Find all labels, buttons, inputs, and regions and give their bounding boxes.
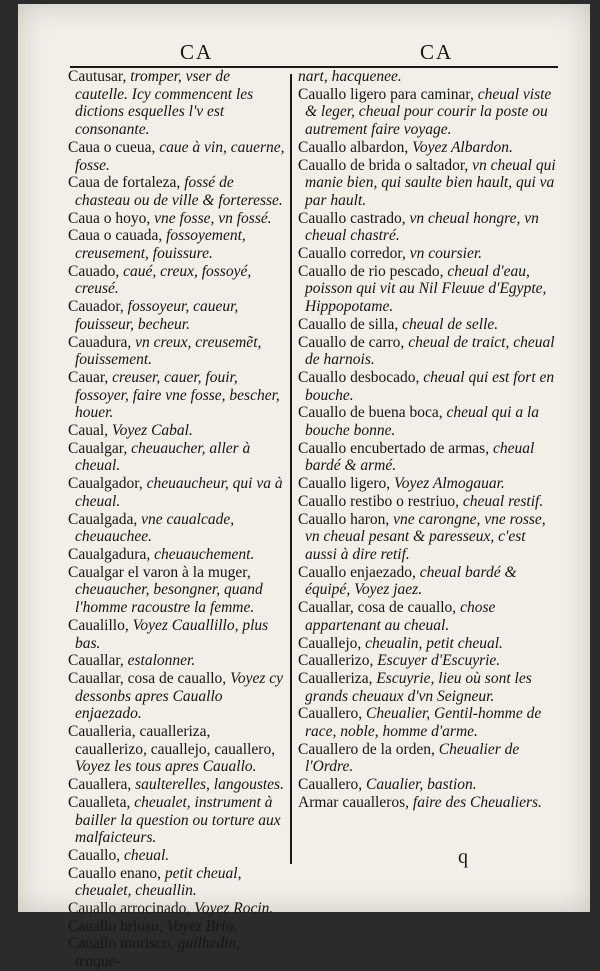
entry-translation: cheuaucher, besongner, quand l'homme racoustre la femme. (75, 581, 263, 617)
entry-translation: cheualet, instrument à bailler la question ou torture aux malfaicteurs. (75, 793, 281, 847)
dictionary-entry (298, 635, 556, 653)
entry-headword: Cauallo brioso, (68, 917, 163, 935)
entry-translation: cheual restif. (459, 492, 544, 510)
dictionary-entry (298, 245, 556, 263)
entry-translation: tromper, vser de cautelle. Icy commencent les dictions esquelles l'v est consonante. (75, 68, 254, 139)
entry-headword: Cauallo de carro, (298, 333, 405, 351)
entry-headword: Cauallejo, (298, 634, 362, 652)
dictionary-entry (298, 670, 556, 705)
entry-translation: vn cheual qui manie bien, qui saulte bien hault, qui va par hault. (305, 156, 556, 209)
dictionary-entry (298, 139, 556, 157)
entry-translation: cheuaucheur, qui va à cheual. (75, 475, 283, 510)
entry-headword: Cauallo de buena boca, (298, 404, 443, 422)
entry-translation: fossoyement, creusement, fouissure. (75, 227, 246, 263)
entry-headword: Caua o cauada, (68, 227, 163, 245)
dictionary-page (18, 4, 590, 971)
dictionary-entry (68, 422, 286, 440)
entry-translation: petit cheual, cheualet, cheuallin. (75, 864, 242, 900)
entry-translation: Voyez Brio. (162, 917, 238, 935)
column-divider (290, 74, 292, 864)
dictionary-entry (68, 511, 286, 546)
entry-translation: Voyez Rocin. (190, 900, 274, 918)
entry-headword: Cauallo haron, (298, 510, 390, 528)
entry-translation: guilhedin, traque- (75, 935, 241, 971)
entry-headword: Cauallar, (68, 652, 124, 670)
dictionary-entry (298, 564, 556, 599)
entry-translation: vn coursier. (405, 245, 483, 263)
entry-translation: fossoyeur, caueur, fouisseur, becheur. (75, 298, 239, 333)
dictionary-entry (298, 599, 556, 634)
entry-headword: Caualgador, (68, 475, 143, 493)
dictionary-entry (68, 174, 286, 209)
entry-translation: caue à vin, cauerne, fosse. (75, 138, 285, 174)
dictionary-entry (68, 564, 286, 617)
dictionary-entry (298, 794, 556, 812)
dictionary-entry (68, 546, 286, 564)
entry-translation: cheual qui a la bouche bonne. (305, 404, 540, 440)
entry-headword: Cauallo, (68, 846, 121, 864)
entry-translation: cheuauchement. (150, 545, 255, 563)
entry-headword: Cauallo restibo o restriuo, (298, 492, 459, 510)
dictionary-entry (68, 334, 286, 369)
entry-headword: Cauado, (68, 262, 120, 280)
dictionary-entry (68, 263, 286, 298)
entry-translation: Cheualier, Gentil-homme de race, noble, homme d'arme. (305, 705, 542, 741)
entry-translation: cheual d'eau, poisson qui vit au Nil Fleuue d'Egypte, Hippopotame. (305, 262, 547, 316)
entry-translation: cheual de traict, cheual de harnois. (305, 333, 555, 369)
dictionary-entry (68, 935, 286, 970)
dictionary-entry (68, 227, 286, 262)
entry-headword: Caualgada, (68, 510, 138, 528)
dictionary-entry (68, 794, 286, 847)
dictionary-entry (68, 617, 286, 652)
dictionary-entry (298, 741, 556, 776)
entry-translation: cheual de selle. (398, 315, 499, 333)
entry-headword: Cauallo de brida o saltador, (298, 156, 469, 174)
entry-translation: cheual viste & leger, cheual pour courir la poste ou autrement faire voyage. (305, 85, 552, 139)
entry-translation: vne fosse, vn fossé. (150, 209, 272, 227)
entry-translation: Voyez Almogauar. (390, 475, 505, 493)
entry-headword: Cauallo arrocinado, (68, 900, 191, 918)
entry-headword: Cauar, (68, 368, 109, 386)
entry-translation: Escuyer d'Escuyrie. (373, 652, 501, 670)
running-head (70, 40, 590, 62)
entry-translation: cheual bardé & armé. (305, 439, 535, 475)
entry-translation: Voyez Cabal. (108, 422, 193, 440)
entry-headword: Cauador, (68, 298, 124, 316)
dictionary-entry (298, 493, 556, 511)
entry-headword: Cauallar, cosa de cauallo, (68, 669, 227, 687)
dictionary-entry (68, 918, 286, 936)
entry-headword: Armar caualleros, (298, 793, 410, 811)
dictionary-entry (298, 652, 556, 670)
dictionary-entry (68, 139, 286, 174)
dictionary-entry (298, 68, 556, 86)
entry-translation: Cheualier de l'Ordre. (305, 740, 520, 776)
entry-headword: Caualleriza, (298, 669, 373, 687)
dictionary-entry (68, 776, 286, 794)
entry-headword: Cauallo de rio pescado, (298, 262, 444, 280)
entry-headword: Cauallero de la orden, (298, 740, 435, 758)
entry-headword: Caual, (68, 422, 109, 440)
entry-translation: cheual qui est fort en bouche. (305, 368, 555, 404)
dictionary-entry (68, 298, 286, 333)
entry-translation: Escuyrie, lieu où sont les grands cheuaux d'vn Seigneur. (305, 669, 532, 705)
entry-headword: Cauallo enano, (68, 864, 161, 882)
entry-translation: cheuaucher, aller à cheual. (75, 439, 251, 475)
dictionary-entry (298, 316, 556, 334)
entry-translation: nart, hacquenee. (298, 68, 402, 85)
dictionary-entry (68, 723, 286, 776)
entry-headword: Cauallo de silla, (298, 315, 399, 333)
dictionary-entry (298, 86, 556, 139)
entry-headword: Caua de fortaleza, (68, 174, 181, 192)
entry-translation: faire des Cheualiers. (409, 793, 542, 811)
entry-headword: Caua o cueua, (68, 138, 156, 156)
entry-translation: Voyez cy dessonbs apres Cauallo enjaezado. (75, 669, 283, 723)
dictionary-entry (68, 652, 286, 670)
dictionary-entry (298, 776, 556, 794)
dictionary-entry (298, 511, 556, 564)
entry-headword: Caualgar, (68, 439, 128, 457)
entry-translation: saulterelles, langoustes. (131, 776, 284, 794)
entry-headword: Cauallo encubertado de armas, (298, 439, 490, 457)
running-head-right: CA (420, 40, 454, 64)
dictionary-entry (68, 847, 286, 865)
dictionary-entry (68, 670, 286, 723)
dictionary-entry (298, 705, 556, 740)
entry-headword: Cauallo castrado, (298, 209, 406, 227)
entry-headword: Cauallera, (68, 776, 132, 794)
running-head-left: CA (180, 40, 214, 64)
dictionary-entry (68, 210, 286, 228)
entry-translation: Voyez Cauallillo, plus bas. (75, 616, 269, 652)
entry-headword: Cauallo ligero para caminar, (298, 85, 474, 103)
entry-headword: Caua o hoyo, (68, 209, 151, 227)
entry-headword: Cauallerizo, (298, 652, 374, 670)
dictionary-entry (68, 68, 286, 139)
entry-translation: cheualin, petit cheual. (361, 634, 503, 652)
entry-translation: vn cheual hongre, vn cheual chastré. (305, 209, 539, 245)
left-column (68, 68, 286, 971)
entry-headword: Caualgar el varon à la muger, (68, 563, 251, 581)
entry-translation: caué, creux, fossoyé, creusé. (75, 262, 252, 298)
dictionary-entry (298, 404, 556, 439)
entry-headword: Cauallo ligero, (298, 475, 391, 493)
entry-headword: Cauallo desbocado, (298, 368, 420, 386)
right-column (298, 68, 556, 812)
dictionary-entry (298, 369, 556, 404)
dictionary-entry (298, 157, 556, 210)
entry-headword: Cauallo enjaezado, (298, 563, 416, 581)
entry-translation: cheual bardé & équipé, Voyez jaez. (305, 563, 517, 599)
entry-headword: Cauallo albardon, (298, 138, 409, 156)
entry-translation: Caualier, bastion. (362, 776, 477, 794)
entry-headword: Cauallero, (298, 776, 363, 794)
dictionary-entry (298, 263, 556, 316)
entry-headword: Cautusar, (68, 68, 127, 85)
entry-headword: Cauallero, (298, 705, 363, 723)
entry-translation: cheual. (120, 846, 170, 864)
entry-headword: Caualleta, (68, 793, 131, 811)
entry-headword: Caualgadura, (68, 545, 151, 563)
entry-headword: Caualleria, caualleriza, cauallerizo, cauallejo, cauallero, (68, 723, 276, 758)
dictionary-entry (68, 865, 286, 900)
dictionary-entry (68, 475, 286, 510)
entry-translation: vn creux, creusemẽt, fouissement. (75, 333, 262, 369)
entry-headword: Cauadura, (68, 333, 132, 351)
entry-translation: vne carongne, vne rosse, vn cheual pesant & paresseux, c'est aussi à dire retif. (305, 510, 546, 563)
entry-headword: Cauallo morisco, (68, 935, 174, 953)
dictionary-entry (68, 369, 286, 422)
entry-headword: Caualillo, (68, 616, 129, 634)
signature-mark: q (458, 846, 468, 868)
entry-headword: Cauallo corredor, (298, 245, 406, 263)
dictionary-entry (298, 440, 556, 475)
dictionary-entry (298, 334, 556, 369)
dictionary-entry (68, 900, 286, 918)
entry-translation: fossé de chasteau ou de ville & forteresse. (75, 174, 283, 209)
entry-translation: chose appartenant au cheual. (305, 599, 496, 634)
entry-translation: Voyez les tous apres Cauallo. (75, 758, 257, 776)
dictionary-entry (68, 440, 286, 475)
entry-translation: estalonner. (123, 652, 196, 670)
dictionary-entry (298, 475, 556, 493)
entry-headword: Cauallar, cosa de cauallo, (298, 599, 457, 617)
dictionary-entry (298, 210, 556, 245)
entry-translation: Voyez Albardon. (408, 138, 513, 156)
entry-translation: creuser, cauer, fouir, fossoyer, faire vne fosse, bescher, houer. (75, 368, 280, 422)
entry-translation: vne caualcade, cheuauchee. (75, 510, 235, 546)
